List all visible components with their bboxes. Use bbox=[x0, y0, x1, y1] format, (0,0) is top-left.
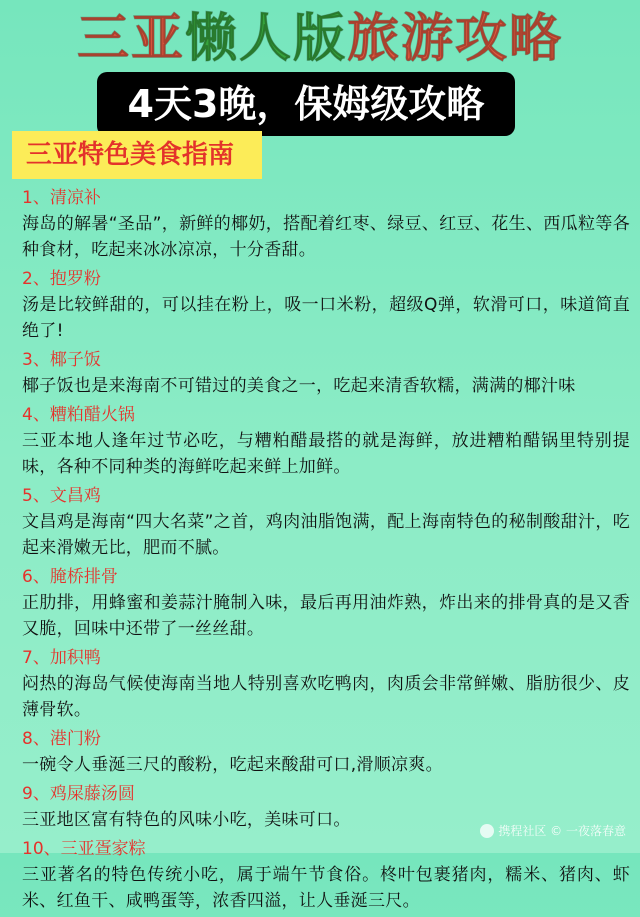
watermark bbox=[480, 822, 626, 839]
item-body: 三亚地区富有特色的风味小吃，美味可口。 bbox=[22, 810, 351, 830]
list-item bbox=[22, 836, 630, 914]
item-heading: 2、抱罗粉 bbox=[22, 269, 101, 289]
list-item bbox=[22, 564, 630, 642]
item-heading: 7、加积鸭 bbox=[22, 648, 101, 668]
item-heading: 3、椰子饭 bbox=[22, 350, 101, 370]
list-item bbox=[22, 402, 630, 480]
item-heading: 8、港门粉 bbox=[22, 729, 101, 749]
item-body: 三亚著名的特色传统小吃，属于端午节食俗。柊叶包裹猪肉，糯米、猪肉、虾米、红鱼干、咸鸭蛋等，浓香四溢，让人垂涎三尺。 bbox=[22, 865, 630, 911]
item-body: 海岛的解暑“圣品”，新鲜的椰奶，搭配着红枣、绿豆、红豆、花生、西瓜粒等各种食材，吃起来冰冰凉凉，十分香甜。 bbox=[22, 214, 630, 260]
list-item bbox=[22, 266, 630, 344]
item-heading: 6、腌桥排骨 bbox=[22, 567, 118, 587]
item-heading: 5、文昌鸡 bbox=[22, 486, 101, 506]
ctrip-logo-icon bbox=[480, 824, 494, 838]
item-body: 闷热的海岛气候使海南当地人特别喜欢吃鸭肉，肉质会非常鲜嫩、脂肪很少、皮薄骨软。 bbox=[22, 674, 630, 720]
item-body: 一碗令人垂涎三尺的酸粉，吃起来酸甜可口,滑顺凉爽。 bbox=[22, 755, 443, 775]
section-title-banner bbox=[12, 131, 262, 179]
item-body: 椰子饭也是来海南不可错过的美食之一，吃起来清香软糯，满满的椰汁味 bbox=[22, 376, 576, 396]
watermark-text: 携程社区 © 一夜落春意 bbox=[498, 824, 626, 838]
subtitle-text: 4天3晚，保姆级攻略 bbox=[127, 82, 485, 126]
item-heading: 1、清凉补 bbox=[22, 188, 101, 208]
item-body: 正肋排，用蜂蜜和姜蒜汁腌制入味，最后再用油炸熟，炸出来的排骨真的是又香又脆，回味中还带了一丝丝甜。 bbox=[22, 593, 630, 639]
list-item bbox=[22, 185, 630, 263]
title-part-3: 旅游攻略 bbox=[347, 9, 564, 69]
item-heading: 4、糟粕醋火锅 bbox=[22, 405, 135, 425]
list-item bbox=[22, 645, 630, 723]
item-body: 文昌鸡是海南“四大名菜”之首，鸡肉油脂饱满，配上海南特色的秘制酸甜汁，吃起来滑嫩无比，肥而不腻。 bbox=[22, 512, 630, 558]
subtitle-banner bbox=[97, 72, 515, 136]
item-body: 汤是比较鲜甜的，可以挂在粉上，吸一口米粉，超级Q弹，软滑可口，味道简直绝了! bbox=[22, 295, 630, 341]
list-item bbox=[22, 483, 630, 561]
title-part-2: 懒人版 bbox=[184, 9, 347, 69]
item-heading: 10、三亚疍家粽 bbox=[22, 839, 146, 859]
page-title bbox=[0, 6, 640, 72]
list-item bbox=[22, 347, 630, 399]
list-item bbox=[22, 726, 630, 778]
item-body: 三亚本地人逢年过节必吃，与糟粕醋最搭的就是海鲜，放进糟粕醋锅里特别提味，各种不同种类的海鲜吃起来鲜上加鲜。 bbox=[22, 431, 630, 477]
section-title: 三亚特色美食指南 bbox=[26, 140, 235, 170]
food-list bbox=[22, 185, 630, 917]
item-heading: 9、鸡屎藤汤圆 bbox=[22, 784, 135, 804]
title-part-1: 三亚 bbox=[76, 9, 185, 69]
